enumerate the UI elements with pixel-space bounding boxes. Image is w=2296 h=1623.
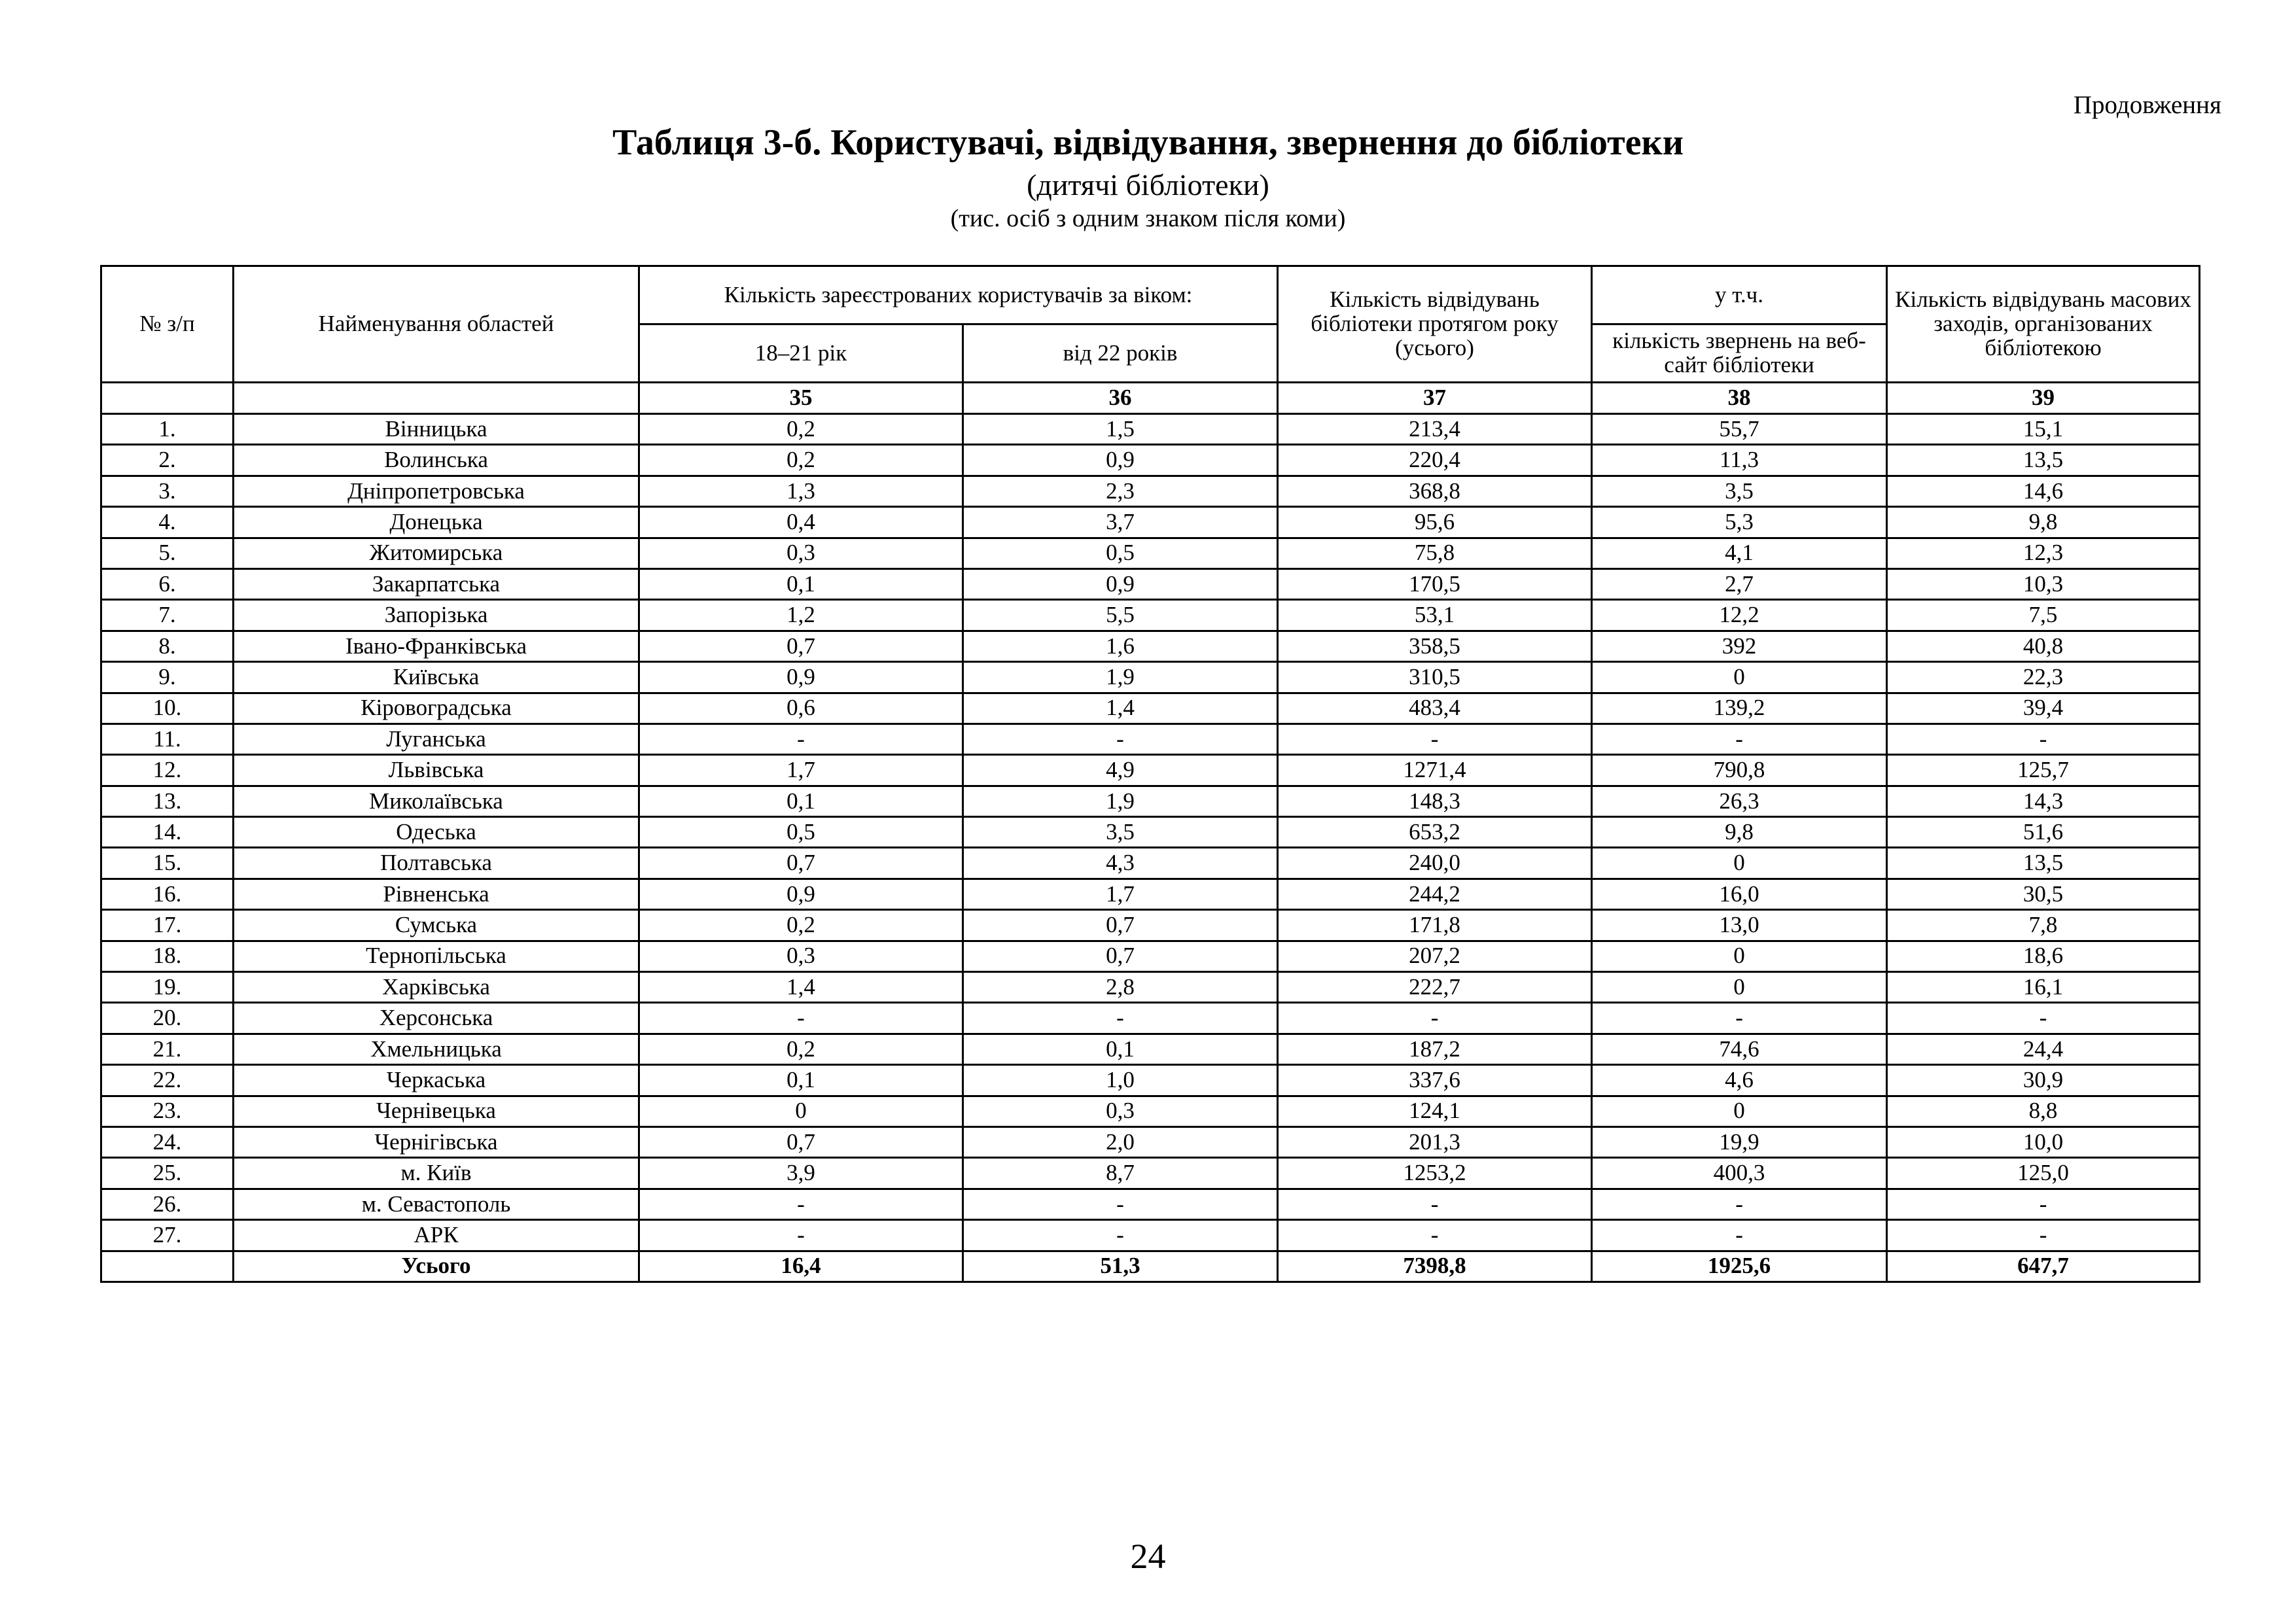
row-number: 18. (101, 941, 234, 971)
table-row (101, 1096, 2200, 1126)
value-cell: 19,9 (1592, 1126, 1887, 1157)
value-cell: 7,8 (1887, 910, 2200, 941)
value-cell: - (639, 724, 963, 754)
value-cell: 16,1 (1887, 972, 2200, 1003)
value-cell: 0,3 (639, 941, 963, 971)
region-name: Київська (234, 662, 639, 693)
value-cell: 0,1 (639, 786, 963, 816)
row-number: 26. (101, 1189, 234, 1219)
value-cell: 14,3 (1887, 786, 2200, 816)
column-number: 37 (1278, 383, 1592, 414)
value-cell: 0,9 (639, 879, 963, 909)
value-cell: 653,2 (1278, 817, 1592, 848)
value-cell: 310,5 (1278, 662, 1592, 693)
table-row (101, 910, 2200, 941)
value-cell: 4,6 (1592, 1065, 1887, 1096)
table-body (101, 414, 2200, 1282)
value-cell: 0,9 (963, 568, 1278, 599)
header-web-requests: кількість звернень на веб-сайт бібліотеки (1592, 324, 1887, 383)
table-row (101, 631, 2200, 661)
header-visits: Кількість відвідувань бібліотеки протягом року (усього) (1278, 266, 1592, 383)
value-cell: 0,6 (639, 693, 963, 724)
region-name: Рівненська (234, 879, 639, 909)
header-registered-users: Кількість зареєстрованих користувачів за віком: (639, 266, 1278, 324)
column-number-blank (234, 383, 639, 414)
value-cell: 55,7 (1592, 414, 1887, 445)
region-name: Вінницька (234, 414, 639, 445)
value-cell: 3,7 (963, 507, 1278, 538)
table-row (101, 817, 2200, 848)
value-cell: 647,7 (1887, 1251, 2200, 1282)
table-row (101, 476, 2200, 506)
table-row (101, 1158, 2200, 1189)
table-title: Таблиця 3-б. Користувачі, відвідування, звернення до бібліотеки (612, 122, 1684, 163)
region-name: м. Севастополь (234, 1189, 639, 1219)
value-cell: 170,5 (1278, 568, 1592, 599)
region-name: Херсонська (234, 1003, 639, 1034)
table-row (101, 600, 2200, 631)
row-number: 25. (101, 1158, 234, 1189)
value-cell: 9,8 (1887, 507, 2200, 538)
header-age-18-21: 18–21 рік (639, 324, 963, 383)
region-name: Закарпатська (234, 568, 639, 599)
region-name: Житомирська (234, 538, 639, 568)
row-number: 14. (101, 817, 234, 848)
table-row (101, 755, 2200, 786)
value-cell: 1,5 (963, 414, 1278, 445)
header-including: у т.ч. (1592, 266, 1887, 324)
table-row (101, 507, 2200, 538)
region-name: Черкаська (234, 1065, 639, 1096)
column-numbers-row (101, 383, 2200, 414)
table-row (101, 538, 2200, 568)
value-cell: 0,5 (639, 817, 963, 848)
value-cell: 0,1 (639, 1065, 963, 1096)
value-cell: 392 (1592, 631, 1887, 661)
value-cell: - (639, 1189, 963, 1219)
value-cell: - (963, 1189, 1278, 1219)
value-cell: 51,3 (963, 1251, 1278, 1282)
value-cell: - (1592, 1003, 1887, 1034)
value-cell: 3,5 (1592, 476, 1887, 506)
value-cell: 95,6 (1278, 507, 1592, 538)
value-cell: - (963, 1220, 1278, 1251)
row-number (101, 1251, 234, 1282)
table-row (101, 693, 2200, 724)
value-cell: 2,0 (963, 1126, 1278, 1157)
value-cell: 240,0 (1278, 848, 1592, 879)
value-cell: 358,5 (1278, 631, 1592, 661)
value-cell: 148,3 (1278, 786, 1592, 816)
value-cell: 51,6 (1887, 817, 2200, 848)
table-row (101, 1003, 2200, 1034)
value-cell: 0,7 (639, 631, 963, 661)
value-cell: 24,4 (1887, 1034, 2200, 1064)
value-cell: 0,4 (639, 507, 963, 538)
region-name: Кіровоградська (234, 693, 639, 724)
value-cell: - (1278, 1189, 1592, 1219)
value-cell: 125,7 (1887, 755, 2200, 786)
row-number: 5. (101, 538, 234, 568)
value-cell: 1253,2 (1278, 1158, 1592, 1189)
value-cell: 2,8 (963, 972, 1278, 1003)
value-cell: 0,7 (963, 941, 1278, 971)
value-cell: 1,9 (963, 662, 1278, 693)
value-cell: 4,3 (963, 848, 1278, 879)
column-number: 35 (639, 383, 963, 414)
row-number: 24. (101, 1126, 234, 1157)
value-cell: 0,9 (963, 445, 1278, 476)
value-cell: 30,9 (1887, 1065, 2200, 1096)
row-number: 22. (101, 1065, 234, 1096)
value-cell: 10,0 (1887, 1126, 2200, 1157)
value-cell: 11,3 (1592, 445, 1887, 476)
row-number: 8. (101, 631, 234, 661)
region-name: Усього (234, 1251, 639, 1282)
row-number: 19. (101, 972, 234, 1003)
value-cell: 13,5 (1887, 848, 2200, 879)
value-cell: 5,3 (1592, 507, 1887, 538)
row-number: 7. (101, 600, 234, 631)
value-cell: 0,2 (639, 910, 963, 941)
value-cell: 8,7 (963, 1158, 1278, 1189)
value-cell: 483,4 (1278, 693, 1592, 724)
region-name: Тернопільська (234, 941, 639, 971)
value-cell: 201,3 (1278, 1126, 1592, 1157)
value-cell: 220,4 (1278, 445, 1592, 476)
value-cell: 1,3 (639, 476, 963, 506)
value-cell: 1,4 (963, 693, 1278, 724)
row-number: 20. (101, 1003, 234, 1034)
region-name: Одеська (234, 817, 639, 848)
value-cell: 0,2 (639, 445, 963, 476)
value-cell: 18,6 (1887, 941, 2200, 971)
value-cell: - (639, 1003, 963, 1034)
row-number: 11. (101, 724, 234, 754)
value-cell: 0 (1592, 848, 1887, 879)
row-number: 1. (101, 414, 234, 445)
table-row (101, 1126, 2200, 1157)
value-cell: - (1887, 1189, 2200, 1219)
value-cell: - (1592, 1220, 1887, 1251)
value-cell: 53,1 (1278, 600, 1592, 631)
value-cell: 0,5 (963, 538, 1278, 568)
value-cell: 1271,4 (1278, 755, 1592, 786)
value-cell: 5,5 (963, 600, 1278, 631)
value-cell: 4,9 (963, 755, 1278, 786)
column-number-blank (101, 383, 234, 414)
value-cell: 0,1 (963, 1034, 1278, 1064)
value-cell: 75,8 (1278, 538, 1592, 568)
row-number: 6. (101, 568, 234, 599)
table-row (101, 1065, 2200, 1096)
value-cell: 171,8 (1278, 910, 1592, 941)
region-name: Чернівецька (234, 1096, 639, 1126)
value-cell: - (1592, 1189, 1887, 1219)
value-cell: - (1278, 1003, 1592, 1034)
row-number: 15. (101, 848, 234, 879)
value-cell: 0 (1592, 1096, 1887, 1126)
value-cell: 125,0 (1887, 1158, 2200, 1189)
value-cell: 790,8 (1592, 755, 1887, 786)
table-row (101, 972, 2200, 1003)
table-row (101, 445, 2200, 476)
value-cell: 4,1 (1592, 538, 1887, 568)
region-name: Миколаївська (234, 786, 639, 816)
value-cell: - (639, 1220, 963, 1251)
value-cell: 22,3 (1887, 662, 2200, 693)
region-name: Луганська (234, 724, 639, 754)
value-cell: 40,8 (1887, 631, 2200, 661)
table-row (101, 1220, 2200, 1251)
value-cell: 30,5 (1887, 879, 2200, 909)
table-row (101, 941, 2200, 971)
row-number: 4. (101, 507, 234, 538)
region-name: Донецька (234, 507, 639, 538)
value-cell: 26,3 (1592, 786, 1887, 816)
value-cell: 0,7 (639, 848, 963, 879)
value-cell: - (1887, 1220, 2200, 1251)
table-row (101, 879, 2200, 909)
region-name: Івано-Франківська (234, 631, 639, 661)
row-number: 23. (101, 1096, 234, 1126)
table-row (101, 568, 2200, 599)
row-number: 12. (101, 755, 234, 786)
statistics-table (100, 265, 2200, 1283)
value-cell: 12,2 (1592, 600, 1887, 631)
value-cell: 10,3 (1887, 568, 2200, 599)
value-cell: 1,7 (963, 879, 1278, 909)
value-cell: 0,3 (639, 538, 963, 568)
region-name: Дніпропетровська (234, 476, 639, 506)
value-cell: 1,7 (639, 755, 963, 786)
column-number: 39 (1887, 383, 2200, 414)
total-row (101, 1251, 2200, 1282)
value-cell: - (1278, 724, 1592, 754)
value-cell: 0,2 (639, 1034, 963, 1064)
value-cell: 213,4 (1278, 414, 1592, 445)
table-row (101, 848, 2200, 879)
value-cell: 368,8 (1278, 476, 1592, 506)
value-cell: 1,0 (963, 1065, 1278, 1096)
value-cell: 3,9 (639, 1158, 963, 1189)
value-cell: - (1887, 724, 2200, 754)
value-cell: 16,4 (639, 1251, 963, 1282)
value-cell: 16,0 (1592, 879, 1887, 909)
value-cell: 2,7 (1592, 568, 1887, 599)
value-cell: 0,1 (639, 568, 963, 599)
row-number: 2. (101, 445, 234, 476)
region-name: АРК (234, 1220, 639, 1251)
header-region: Найменування областей (234, 266, 639, 383)
value-cell: 13,5 (1887, 445, 2200, 476)
value-cell: 0,9 (639, 662, 963, 693)
value-cell: - (963, 1003, 1278, 1034)
value-cell: 222,7 (1278, 972, 1592, 1003)
value-cell: 0 (639, 1096, 963, 1126)
value-cell: 1,2 (639, 600, 963, 631)
value-cell: 12,3 (1887, 538, 2200, 568)
value-cell: 0 (1592, 941, 1887, 971)
column-number: 36 (963, 383, 1278, 414)
table-row (101, 414, 2200, 445)
value-cell: - (963, 724, 1278, 754)
region-name: Хмельницька (234, 1034, 639, 1064)
continuation-label: Продовження (2073, 91, 2221, 119)
value-cell: 15,1 (1887, 414, 2200, 445)
value-cell: - (1278, 1220, 1592, 1251)
value-cell: 1925,6 (1592, 1251, 1887, 1282)
region-name: Запорізька (234, 600, 639, 631)
value-cell: 244,2 (1278, 879, 1592, 909)
header-num: № з/п (101, 266, 234, 383)
table-row (101, 724, 2200, 754)
region-name: Чернігівська (234, 1126, 639, 1157)
row-number: 27. (101, 1220, 234, 1251)
table-row (101, 786, 2200, 816)
row-number: 16. (101, 879, 234, 909)
value-cell: 14,6 (1887, 476, 2200, 506)
value-cell: 3,5 (963, 817, 1278, 848)
value-cell: 0,3 (963, 1096, 1278, 1126)
value-cell: 124,1 (1278, 1096, 1592, 1126)
row-number: 10. (101, 693, 234, 724)
value-cell: 7,5 (1887, 600, 2200, 631)
row-number: 21. (101, 1034, 234, 1064)
value-cell: 1,6 (963, 631, 1278, 661)
value-cell: 7398,8 (1278, 1251, 1592, 1282)
value-cell: 1,4 (639, 972, 963, 1003)
value-cell: 2,3 (963, 476, 1278, 506)
row-number: 17. (101, 910, 234, 941)
value-cell: 0,7 (639, 1126, 963, 1157)
row-number: 9. (101, 662, 234, 693)
value-cell: 0 (1592, 972, 1887, 1003)
region-name: Полтавська (234, 848, 639, 879)
value-cell: 0,2 (639, 414, 963, 445)
page-number: 24 (1130, 1537, 1166, 1576)
row-number: 13. (101, 786, 234, 816)
value-cell: 1,9 (963, 786, 1278, 816)
value-cell: 9,8 (1592, 817, 1887, 848)
value-cell: 187,2 (1278, 1034, 1592, 1064)
value-cell: 337,6 (1278, 1065, 1592, 1096)
row-number: 3. (101, 476, 234, 506)
table-row (101, 1189, 2200, 1219)
value-cell: - (1592, 724, 1887, 754)
value-cell: - (1887, 1003, 2200, 1034)
value-cell: 8,8 (1887, 1096, 2200, 1126)
region-name: м. Київ (234, 1158, 639, 1189)
table-subtitle: (дитячі бібліотеки) (1027, 168, 1269, 201)
value-cell: 207,2 (1278, 941, 1592, 971)
value-cell: 13,0 (1592, 910, 1887, 941)
region-name: Сумська (234, 910, 639, 941)
table-row (101, 662, 2200, 693)
region-name: Львівська (234, 755, 639, 786)
value-cell: 139,2 (1592, 693, 1887, 724)
table-units-note: (тис. осіб з одним знаком після коми) (950, 205, 1346, 232)
column-number: 38 (1592, 383, 1887, 414)
value-cell: 0 (1592, 662, 1887, 693)
value-cell: 0,7 (963, 910, 1278, 941)
value-cell: 74,6 (1592, 1034, 1887, 1064)
value-cell: 39,4 (1887, 693, 2200, 724)
table-row (101, 1034, 2200, 1064)
region-name: Волинська (234, 445, 639, 476)
header-age-22-plus: від 22 років (963, 324, 1278, 383)
region-name: Харківська (234, 972, 639, 1003)
value-cell: 400,3 (1592, 1158, 1887, 1189)
header-event-visits: Кількість відвідувань масових заходів, організованих бібліотекою (1887, 266, 2200, 383)
